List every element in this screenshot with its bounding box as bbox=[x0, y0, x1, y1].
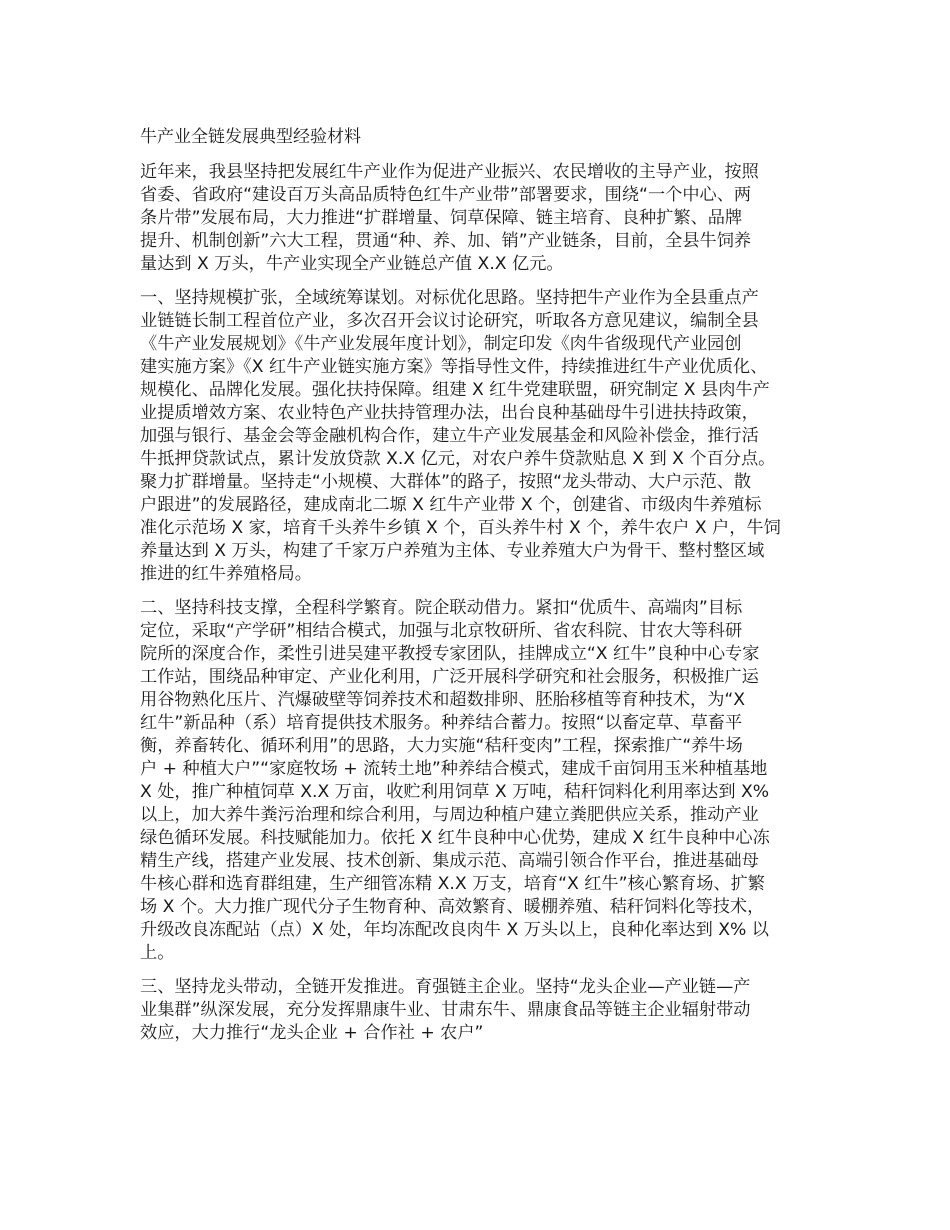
text-line: 精生产线，搭建产业发展、技术创新、集成示范、高端引领合作平台，推进基础母 bbox=[140, 851, 759, 871]
text-line: 量达到 X 万头，牛产业实现全产业链总产值 X.X 亿元。 bbox=[140, 254, 564, 274]
text-line: 推进的红牛养殖格局。 bbox=[140, 564, 312, 584]
paragraph-section-1 bbox=[140, 287, 830, 586]
text-line: 升级改良冻配站（点）X 处，年均冻配改良肉牛 X 万头以上，良种化率达到 X% 以 bbox=[140, 920, 769, 940]
text-line: 一、坚持规模扩张，全域统筹谋划。对标优化思路。坚持把牛产业作为全县重点产 bbox=[140, 288, 759, 308]
text-line: 建实施方案》《X 红牛产业链实施方案》等指导性文件，持续推进红牛产业优质化、 bbox=[140, 357, 768, 377]
paragraph-section-2 bbox=[140, 597, 830, 965]
paragraph-section-3 bbox=[140, 976, 830, 1045]
document-page bbox=[140, 126, 830, 1056]
text-line: 工作站，围绕品种审定、产业化利用，广泛开展科学研究和社会服务，积极推广运 bbox=[140, 667, 759, 687]
text-line: 业链链长制工程首位产业，多次召开会议讨论研究，听取各方意见建议，编制全县 bbox=[140, 311, 759, 331]
document-title: 牛产业全链发展典型经验材料 bbox=[140, 127, 361, 147]
paragraph-intro bbox=[140, 161, 830, 276]
text-line: 上。 bbox=[140, 943, 175, 963]
text-line: 省委、省政府“建设百万头高品质特色红牛产业带”部署要求，围绕“一个中心、两 bbox=[140, 185, 752, 205]
text-line: 《牛产业发展规划》《牛产业发展年度计划》，制定印发《肉牛省级现代产业园创 bbox=[140, 334, 742, 354]
text-line: 养量达到 X 万头，构建了千家万户养殖为主体、专业养殖大户为骨干、整村整区域 bbox=[140, 541, 765, 561]
text-line: 业提质增效方案、农业特色产业扶持管理办法，出台良种基础母牛引进扶持政策， bbox=[140, 403, 759, 423]
text-line: 以上，加大养牛粪污治理和综合利用，与周边种植户建立粪肥供应关系，推动产业 bbox=[140, 805, 759, 825]
text-line: 加强与银行、基金会等金融机构合作，建立牛产业发展基金和风险补偿金，推行活 bbox=[140, 426, 759, 446]
text-line: 牛抵押贷款试点，累计发放贷款 X.X 亿元，对农户养牛贷款贴息 X 到 X 个百分点。 bbox=[140, 449, 776, 469]
text-line: 提升、机制创新”六大工程，贯通“种、养、加、销”产业链条，目前，全县牛饲养 bbox=[140, 231, 752, 251]
text-line: 户跟进”的发展路径，建成南北二塬 X 红牛产业带 X 个，创建省、市级肉牛养殖标 bbox=[140, 495, 762, 515]
text-line: 红牛”新品种（系）培育提供技术服务。种养结合蓄力。按照“以畜定草、草畜平 bbox=[140, 713, 743, 733]
text-line: 用谷物熟化压片、汽爆破壁等饲养技术和超数排卵、胚胎移植等育种技术，为“X bbox=[140, 690, 746, 710]
text-line: 规模化、品牌化发展。强化扶持保障。组建 X 红牛党建联盟，研究制定 X 县肉牛产 bbox=[140, 380, 770, 400]
text-line: 场 X 个。大力推广现代分子生物育种、高效繁育、暖棚养殖、秸秆饲料化等技术， bbox=[140, 897, 765, 917]
text-line: 二、坚持科技支撑，全程科学繁育。院企联动借力。紧扣“优质牛、高端肉”目标 bbox=[140, 598, 743, 618]
text-line: 三、坚持龙头带动，全链开发推进。育强链主企业。坚持“龙头企业—产业链—产 bbox=[140, 977, 751, 997]
text-line: X 处，推广种植饲草 X.X 万亩，收贮利用饲草 X 万吨，秸秆饲料化利用率达到 X% bbox=[140, 782, 770, 802]
text-line: 近年来，我县坚持把发展红牛产业作为促进产业振兴、农民增收的主导产业，按照 bbox=[140, 162, 759, 182]
text-line: 条片带”发展布局，大力推进“扩群增量、饲草保障、链主培育、良种扩繁、品牌 bbox=[140, 208, 743, 228]
text-line: 业集群”纵深发展，充分发挥鼎康牛业、甘肃东牛、鼎康食品等链主企业辐射带动 bbox=[140, 1000, 751, 1020]
text-line: 绿色循环发展。科技赋能加力。依托 X 红牛良种中心优势，建成 X 红牛良种中心冻 bbox=[140, 828, 770, 848]
text-line: 定位，采取“产学研”相结合模式，加强与北京牧研所、省农科院、甘农大等科研 bbox=[140, 621, 743, 641]
text-line: 衡，养畜转化、循环利用”的思路，大力实施“秸秆变肉”工程，探索推广“养牛场 bbox=[140, 736, 743, 756]
text-line: 效应，大力推行“龙头企业 + 合作社 + 农户” bbox=[140, 1023, 484, 1043]
text-line: 聚力扩群增量。坚持走“小规模、大群体”的路子，按照“龙头带动、大户示范、散 bbox=[140, 472, 752, 492]
text-line: 牛核心群和选育群组建，生产细管冻精 X.X 万支，培育“X 红牛”核心繁育场、扩繁 bbox=[140, 874, 765, 894]
text-line: 户 + 种植大户”“家庭牧场 + 流转土地”种养结合模式，建成千亩饲用玉米种植基地 bbox=[140, 759, 768, 779]
text-line: 院所的深度合作，柔性引进吴建平教授专家团队，挂牌成立“X 红牛”良种中心专家 bbox=[140, 644, 760, 664]
text-line: 准化示范场 X 家，培育千头养牛乡镇 X 个，百头养牛村 X 个，养牛农户 X 户，牛饲 bbox=[140, 518, 781, 538]
